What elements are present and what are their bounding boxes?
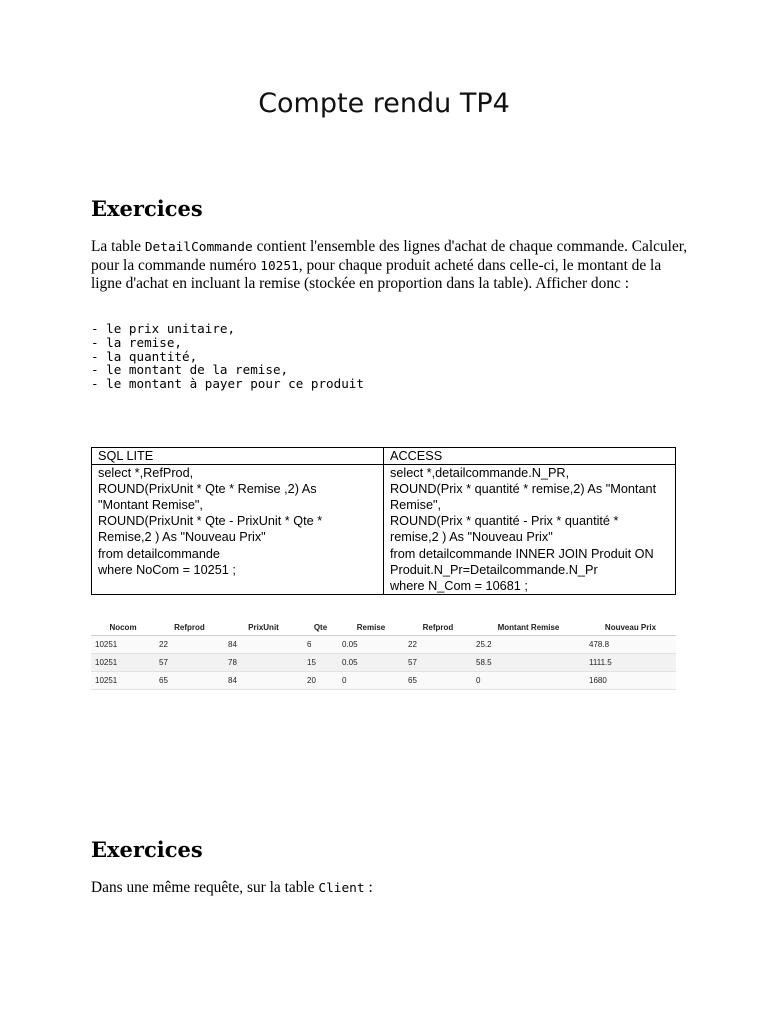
query-line: from detailcommande <box>98 546 220 561</box>
table-cell: 84 <box>224 672 303 690</box>
query-line: "Montant Remise", <box>98 498 203 513</box>
table-name-code: DetailCommande <box>144 240 253 255</box>
table-cell: 65 <box>155 672 224 690</box>
table-cell: 0.05 <box>338 636 404 654</box>
table-cell: 58.5 <box>472 654 585 672</box>
order-number-code: 10251 <box>260 258 299 274</box>
table-cell: 57 <box>155 654 224 672</box>
list-item: - la quantité, <box>91 348 198 364</box>
table-cell: 78 <box>224 654 303 672</box>
table-cell: 65 <box>404 672 472 690</box>
column-header: PrixUnit <box>224 619 303 636</box>
query-result-table <box>91 619 676 690</box>
list-item: - le prix unitaire, <box>91 321 236 336</box>
list-item: - la remise, <box>91 334 182 350</box>
column-header: Remise <box>338 619 404 636</box>
section-heading-exercices-2: Exercices <box>91 837 203 862</box>
access-header: ACCESS <box>384 448 676 465</box>
table-cell: 15 <box>303 654 338 672</box>
query-line: Remise,2 ) As "Nouveau Prix" <box>98 530 266 545</box>
table-cell: 84 <box>224 636 303 654</box>
column-header: Qte <box>303 619 338 636</box>
column-header: Nocom <box>91 619 155 636</box>
page-title: Compte rendu TP4 <box>258 88 510 119</box>
query-line: remise,2 ) As "Nouveau Prix" <box>390 530 553 545</box>
query-line: where N_Com = 10681 ; <box>390 578 528 593</box>
section-heading-exercices-1: Exercices <box>91 196 203 221</box>
list-item: - le montant à payer pour ce produit <box>91 376 364 392</box>
display-list <box>91 322 364 391</box>
table-name-code: Client <box>318 881 365 896</box>
table-cell: 0 <box>472 672 585 690</box>
column-header: Refprod <box>155 619 224 636</box>
table-cell: 22 <box>155 636 224 654</box>
column-header: Montant Remise <box>472 619 585 636</box>
column-header: Refprod <box>404 619 472 636</box>
query-line: Produit.N_Pr=Detailcommande.N_Pr <box>390 562 598 577</box>
text: La table <box>91 238 145 255</box>
sql-comparison-table <box>91 447 676 595</box>
text: : <box>364 879 373 896</box>
query-line: ROUND(PrixUnit * Qte - PrixUnit * Qte * <box>98 514 323 529</box>
sqlite-query <box>92 465 384 595</box>
sqlite-header: SQL LITE <box>92 448 384 465</box>
list-item: - le montant de la remise, <box>91 362 289 378</box>
query-line: select *,RefProd, <box>98 466 194 481</box>
query-line: ROUND(Prix * quantité - Prix * quantité * <box>390 514 619 529</box>
table-cell: 6 <box>303 636 338 654</box>
table-cell: 0 <box>338 672 404 690</box>
table-cell: 478.8 <box>585 636 676 654</box>
table-cell: 1680 <box>585 672 676 690</box>
query-line: ROUND(PrixUnit * Qte * Remise ,2) As <box>98 482 317 497</box>
query-line: where NoCom = 10251 ; <box>98 562 236 577</box>
query-line: ROUND(Prix * quantité * remise,2) As "Montant <box>390 482 657 497</box>
table-cell: 10251 <box>91 672 155 690</box>
access-query <box>384 465 676 595</box>
query-line: from detailcommande INNER JOIN Produit ON <box>390 546 654 561</box>
table-cell: 10251 <box>91 654 155 672</box>
table-cell: 57 <box>404 654 472 672</box>
table-row <box>91 636 676 654</box>
text: , pour chaque produit acheté dans celle-ci, le montant de la ligne d'achat en incluant la remise (stockée en proportion dans la table). Afficher donc : <box>91 256 662 293</box>
query-line: select *,detailcommande.N_PR, <box>390 466 570 481</box>
query-line: Remise", <box>390 498 442 513</box>
table-cell: 25.2 <box>472 636 585 654</box>
table-row <box>91 672 676 690</box>
exercise-description <box>91 238 691 293</box>
table-cell: 0.05 <box>338 654 404 672</box>
table-cell: 20 <box>303 672 338 690</box>
column-header: Nouveau Prix <box>585 619 676 636</box>
text: Dans une même requête, sur la table <box>91 879 319 896</box>
text: contient l'ensemble des lignes d'achat de chaque commande. Calculer, pour la commande numéro <box>91 238 688 274</box>
table-row <box>91 654 676 672</box>
table-cell: 1111.5 <box>585 654 676 672</box>
table-cell: 10251 <box>91 636 155 654</box>
table-cell: 22 <box>404 636 472 654</box>
exercise-description-2 <box>91 879 691 898</box>
